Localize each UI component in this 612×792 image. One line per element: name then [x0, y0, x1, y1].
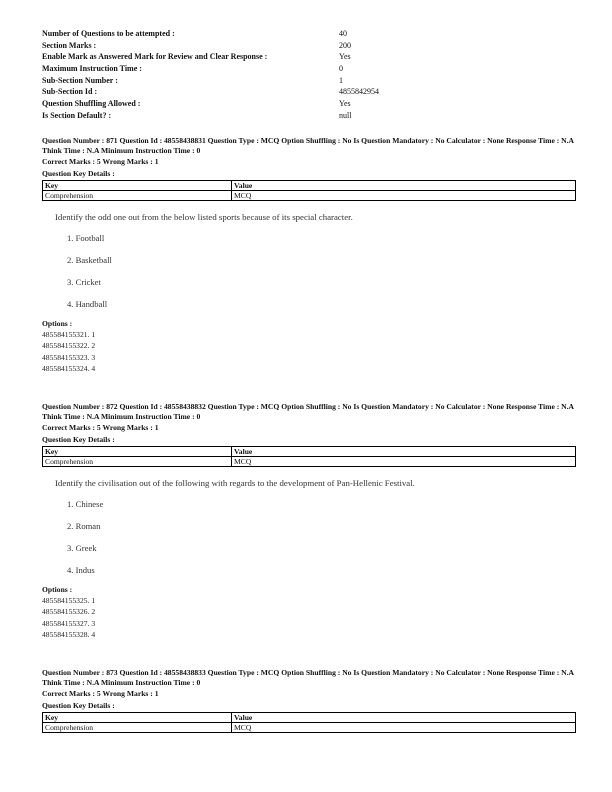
choice-item: 2. Basketball: [67, 255, 112, 266]
choice-item: 4. Indus: [67, 565, 95, 576]
meta-value: Yes: [339, 99, 351, 109]
question-block-872: [42, 402, 578, 640]
choice-item: 3. Cricket: [67, 277, 101, 288]
meta-row: [42, 40, 582, 52]
question-marks: Correct Marks : 5 Wrong Marks : 1: [42, 423, 159, 433]
option-id: 485584155322. 2: [42, 341, 96, 351]
section-meta: [42, 28, 582, 122]
meta-row: [42, 63, 582, 75]
meta-row: [42, 86, 582, 98]
question-header: Question Number : 871 Question Id : 48558438831 Question Type : MCQ Option Shuffling : No Is Question Mandatory : No Calculator : None Response Time : N.A Think Time : N.A Minimum Instruction Time : 0: [42, 136, 574, 155]
options-label: Options :: [42, 585, 73, 595]
meta-row: [42, 98, 582, 110]
meta-value: 4855842954: [339, 87, 379, 97]
question-header: Question Number : 872 Question Id : 48558438832 Question Type : MCQ Option Shuffling : No Is Question Mandatory : No Calculator : None Response Time : N.A Think Time : N.A Minimum Instruction Time : 0: [42, 402, 574, 421]
option-id: 485584155327. 3: [42, 618, 96, 628]
key-header: Key: [43, 713, 232, 723]
meta-value: 1: [339, 75, 343, 85]
choice-item: 1. Chinese: [67, 499, 104, 510]
choice-list: [67, 227, 578, 315]
option-id: 485584155328. 4: [42, 630, 96, 640]
option-id: 485584155323. 3: [42, 352, 96, 362]
value-header: Value: [232, 181, 576, 191]
question-block-873: [42, 668, 578, 733]
key-cell: Comprehension: [43, 191, 232, 201]
meta-label: Is Section Default? :: [42, 110, 112, 120]
meta-row: [42, 28, 582, 40]
meta-label: Number of Questions to be attempted :: [42, 29, 175, 38]
choice-item: 2. Roman: [67, 521, 101, 532]
meta-row: [42, 75, 582, 87]
key-header: Key: [43, 447, 232, 457]
question-marks: Correct Marks : 5 Wrong Marks : 1: [42, 157, 159, 167]
choice-list: [67, 493, 578, 581]
question-key-details-label: Question Key Details :: [42, 701, 115, 711]
value-header: Value: [232, 447, 576, 457]
question-key-details-label: Question Key Details :: [42, 435, 115, 445]
value-cell: MCQ: [232, 723, 576, 733]
choice-item: 3. Greek: [67, 543, 97, 554]
value-header: Value: [232, 713, 576, 723]
option-id: 485584155326. 2: [42, 607, 96, 617]
meta-value: null: [339, 110, 352, 120]
key-cell: Comprehension: [43, 457, 232, 467]
option-id: 485584155325. 1: [42, 596, 96, 606]
question-marks: Correct Marks : 5 Wrong Marks : 1: [42, 689, 159, 699]
meta-label: Section Marks :: [42, 40, 97, 50]
meta-value: 40: [339, 29, 347, 38]
meta-label: Sub-Section Id :: [42, 87, 98, 97]
choice-item: 1. Football: [67, 233, 105, 244]
question-text: Identify the odd one out from the below listed sports because of its special character.: [55, 212, 353, 223]
key-value-table: [42, 712, 576, 733]
key-value-table: [42, 180, 576, 201]
choice-item: 4. Handball: [67, 299, 108, 310]
option-id: 485584155321. 1: [42, 330, 96, 340]
question-header: Question Number : 873 Question Id : 48558438833 Question Type : MCQ Option Shuffling : No Is Question Mandatory : No Calculator : None Response Time : N.A Think Time : N.A Minimum Instruction Time : 0: [42, 668, 574, 687]
question-text: Identify the civilisation out of the following with regards to the development of Pan-Hellenic Festival.: [55, 478, 415, 489]
meta-label: Question Shuffling Allowed :: [42, 99, 141, 109]
key-header: Key: [43, 181, 232, 191]
value-cell: MCQ: [232, 457, 576, 467]
key-value-table: [42, 446, 576, 467]
question-block-871: [42, 136, 578, 374]
key-cell: Comprehension: [43, 723, 232, 733]
meta-row: [42, 110, 582, 122]
meta-row: [42, 51, 582, 63]
meta-label: Sub-Section Number :: [42, 75, 118, 85]
option-id: 485584155324. 4: [42, 364, 96, 374]
question-key-details-label: Question Key Details :: [42, 169, 115, 179]
options-label: Options :: [42, 319, 73, 329]
value-cell: MCQ: [232, 191, 576, 201]
meta-value: 200: [339, 40, 351, 50]
meta-value: Yes: [339, 52, 351, 62]
meta-label: Maximum Instruction Time :: [42, 64, 142, 74]
meta-label: Enable Mark as Answered Mark for Review and Clear Response :: [42, 52, 268, 62]
meta-value: 0: [339, 64, 343, 74]
